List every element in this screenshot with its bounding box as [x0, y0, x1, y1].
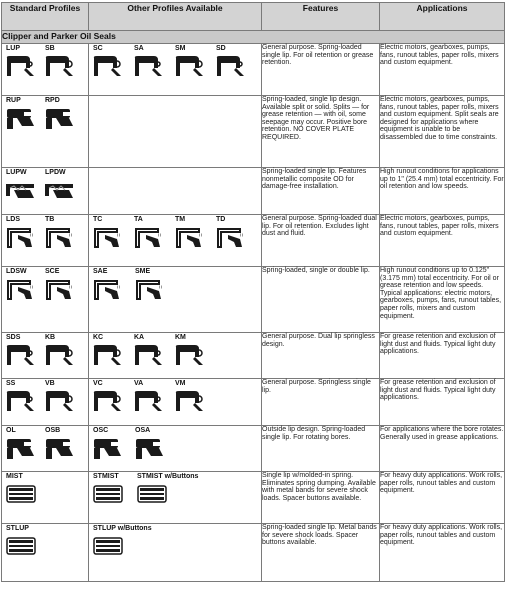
section-title: Clipper and Parker Oil Seals	[2, 31, 505, 44]
other-profiles-cell	[89, 168, 262, 215]
seal-profile-icon	[43, 277, 77, 303]
profile-code: KA	[134, 334, 145, 341]
section-row	[2, 31, 505, 44]
table-row	[2, 426, 505, 472]
profile-code: RPD	[45, 97, 60, 104]
table-row	[2, 267, 505, 333]
applications-cell: High runout conditions up to 0.125" (3.175 mm) total eccentricity. For oil or grease retention and low speeds. Typical applications: electric motors, gearboxes, pumps, fans, runout tables, paper rolls, mixers and custom equipment.	[380, 267, 505, 333]
profile-code: STMIST w/Buttons	[137, 473, 199, 480]
table-row	[2, 524, 505, 582]
other-profiles-cell	[89, 333, 262, 379]
features-cell: General purpose. Spring-loaded single lip. For oil retention or grease retention.	[262, 44, 380, 96]
profile-code: STLUP	[6, 525, 29, 532]
applications-cell: For heavy duty applications. Work rolls, paper rolls, runout tables and custom equipment.	[380, 472, 505, 524]
seal-profile-icon	[132, 225, 166, 251]
seal-profile-icon	[91, 436, 125, 462]
standard-profiles-cell	[2, 267, 89, 333]
other-profiles-cell	[89, 215, 262, 267]
profile-code: LDSW	[6, 268, 27, 275]
seal-profile-icon	[214, 225, 248, 251]
other-profiles-cell	[89, 267, 262, 333]
other-profiles-cell	[89, 44, 262, 96]
profile-code: KM	[175, 334, 186, 341]
profile-code: SCE	[45, 268, 60, 275]
profile-code: STLUP w/Buttons	[93, 525, 152, 532]
profile-code: VA	[134, 380, 144, 387]
standard-profiles-cell	[2, 96, 89, 168]
table-row	[2, 333, 505, 379]
seal-profile-icon	[43, 54, 77, 80]
seal-profile-icon	[135, 482, 169, 508]
header-features: Features	[262, 3, 380, 31]
header-row	[2, 3, 505, 31]
applications-cell: High runout conditions for applications up to 1" (25.4 mm) total eccentricity. For oil retention and low speeds.	[380, 168, 505, 215]
profile-code: TA	[134, 216, 143, 223]
oil-seal-profile-table	[1, 2, 505, 582]
applications-cell: Electric motors, gearboxes, pumps, fans, runout tables, paper rolls, mixers and custom equipment.	[380, 215, 505, 267]
profile-code: STMIST	[93, 473, 119, 480]
standard-profiles-cell	[2, 472, 89, 524]
seal-profile-icon	[132, 389, 166, 415]
applications-cell: For heavy duty applications. Work rolls, paper rolls, runout tables and custom equipment.	[380, 524, 505, 582]
seal-profile-icon	[43, 436, 77, 462]
standard-profiles-cell	[2, 524, 89, 582]
profile-code: TB	[45, 216, 55, 223]
features-cell: General purpose. Spring-loaded dual lip. For oil retention. Excludes light dust and fluid.	[262, 215, 380, 267]
seal-profile-icon	[4, 106, 38, 132]
seal-profile-icon	[173, 54, 207, 80]
seal-profile-icon	[91, 389, 125, 415]
applications-cell: For grease retention and exclusion of light dust and fluids. Typical light duty applications.	[380, 379, 505, 426]
other-profiles-cell	[89, 524, 262, 582]
other-profiles-cell	[89, 472, 262, 524]
seal-profile-icon	[133, 277, 167, 303]
profile-code: LUP	[6, 45, 20, 52]
profile-code: TC	[93, 216, 103, 223]
seal-profile-icon	[4, 178, 38, 204]
standard-profiles-cell	[2, 44, 89, 96]
profile-code: LUPW	[6, 169, 27, 176]
table-row	[2, 379, 505, 426]
profile-code: KB	[45, 334, 56, 341]
applications-cell: Electric motors, gearboxes, pumps, fans, runout tables, paper rolls, mixers and custom equipment.	[380, 44, 505, 96]
profile-code: TM	[175, 216, 186, 223]
features-cell: General purpose. Dual lip springless design.	[262, 333, 380, 379]
seal-profile-icon	[4, 436, 38, 462]
seal-profile-icon	[173, 225, 207, 251]
features-cell: General purpose. Springless single lip.	[262, 379, 380, 426]
features-cell: Outside lip design. Spring-loaded single lip. For rotating bores.	[262, 426, 380, 472]
seal-profile-icon	[43, 225, 77, 251]
header-applications: Applications	[380, 3, 505, 31]
seal-profile-icon	[43, 389, 77, 415]
profile-code: OL	[6, 427, 16, 434]
seal-profile-icon	[91, 277, 125, 303]
profile-code: VB	[45, 380, 55, 387]
profile-code: OSA	[135, 427, 151, 434]
profile-code: LPDW	[45, 169, 66, 176]
seal-profile-icon	[214, 54, 248, 80]
other-profiles-cell	[89, 426, 262, 472]
seal-profile-icon	[43, 178, 77, 204]
applications-cell: For applications where the bore rotates. Generally used in grease applications.	[380, 426, 505, 472]
seal-profile-icon	[43, 343, 77, 369]
seal-profile-icon	[132, 54, 166, 80]
profile-code: SA	[134, 45, 144, 52]
standard-profiles-cell	[2, 426, 89, 472]
profile-code: RUP	[6, 97, 21, 104]
table-row	[2, 44, 505, 96]
standard-profiles-cell	[2, 333, 89, 379]
seal-profile-icon	[4, 534, 38, 560]
features-cell: Spring-loaded, single or double lip.	[262, 267, 380, 333]
seal-profile-icon	[91, 482, 125, 508]
seal-profile-icon	[173, 389, 207, 415]
applications-cell: Electric motors, gearboxes, pumps, fans, runout tables, paper rolls, mixers and custom equipment. Split seals are designed for applications where equipment is unable to be disassembled due to time constraints.	[380, 96, 505, 168]
profile-code: SM	[175, 45, 186, 52]
seal-profile-icon	[43, 106, 77, 132]
seal-profile-icon	[133, 436, 167, 462]
features-cell: Spring-loaded single lip. Metal bands for severe shock loads. Spacer buttons available.	[262, 524, 380, 582]
seal-profile-icon	[91, 54, 125, 80]
features-cell: Single lip w/molded-in spring. Eliminates spring dumping. Available with metal bands for severe shock loads. Spacer buttons available.	[262, 472, 380, 524]
applications-cell: For grease retention and exclusion of light dust and fluids. Typical light duty applications.	[380, 333, 505, 379]
profile-code: SD	[216, 45, 226, 52]
other-profiles-cell	[89, 96, 262, 168]
seal-profile-icon	[4, 389, 38, 415]
profile-code: SC	[93, 45, 103, 52]
features-cell: Spring-loaded, single lip design. Available split or solid. Splits — for grease retention — with oil, some seepage may occur. Positive bore retention. NO COVER PLATE REQUIRED.	[262, 96, 380, 168]
seal-profile-icon	[132, 343, 166, 369]
seal-profile-icon	[4, 54, 38, 80]
standard-profiles-cell	[2, 215, 89, 267]
seal-profile-icon	[4, 277, 38, 303]
other-profiles-cell	[89, 379, 262, 426]
profile-code: VC	[93, 380, 103, 387]
standard-profiles-cell	[2, 168, 89, 215]
profile-code: SS	[6, 380, 16, 387]
profile-code: KC	[93, 334, 104, 341]
profile-code: SB	[45, 45, 55, 52]
table-row	[2, 168, 505, 215]
profile-code: SAE	[93, 268, 108, 275]
seal-profile-icon	[91, 534, 125, 560]
profile-code: MIST	[6, 473, 23, 480]
profile-code: OSB	[45, 427, 61, 434]
seal-profile-icon	[91, 225, 125, 251]
seal-profile-icon	[4, 482, 38, 508]
table-row	[2, 96, 505, 168]
seal-profile-icon	[173, 343, 207, 369]
header-standard-profiles: Standard Profiles	[2, 3, 89, 31]
header-other-profiles: Other Profiles Available	[89, 3, 262, 31]
profile-code: SDS	[6, 334, 21, 341]
seal-profile-icon	[4, 343, 38, 369]
table-row	[2, 472, 505, 524]
profile-code: TD	[216, 216, 226, 223]
seal-profile-icon	[4, 225, 38, 251]
seal-profile-icon	[91, 343, 125, 369]
profile-code: SME	[135, 268, 151, 275]
table-row	[2, 215, 505, 267]
features-cell: Spring-loaded single lip. Features nonmetallic composite OD for damage-free installation.	[262, 168, 380, 215]
profile-code: OSC	[93, 427, 109, 434]
profile-code: VM	[175, 380, 186, 387]
standard-profiles-cell	[2, 379, 89, 426]
profile-code: LDS	[6, 216, 20, 223]
